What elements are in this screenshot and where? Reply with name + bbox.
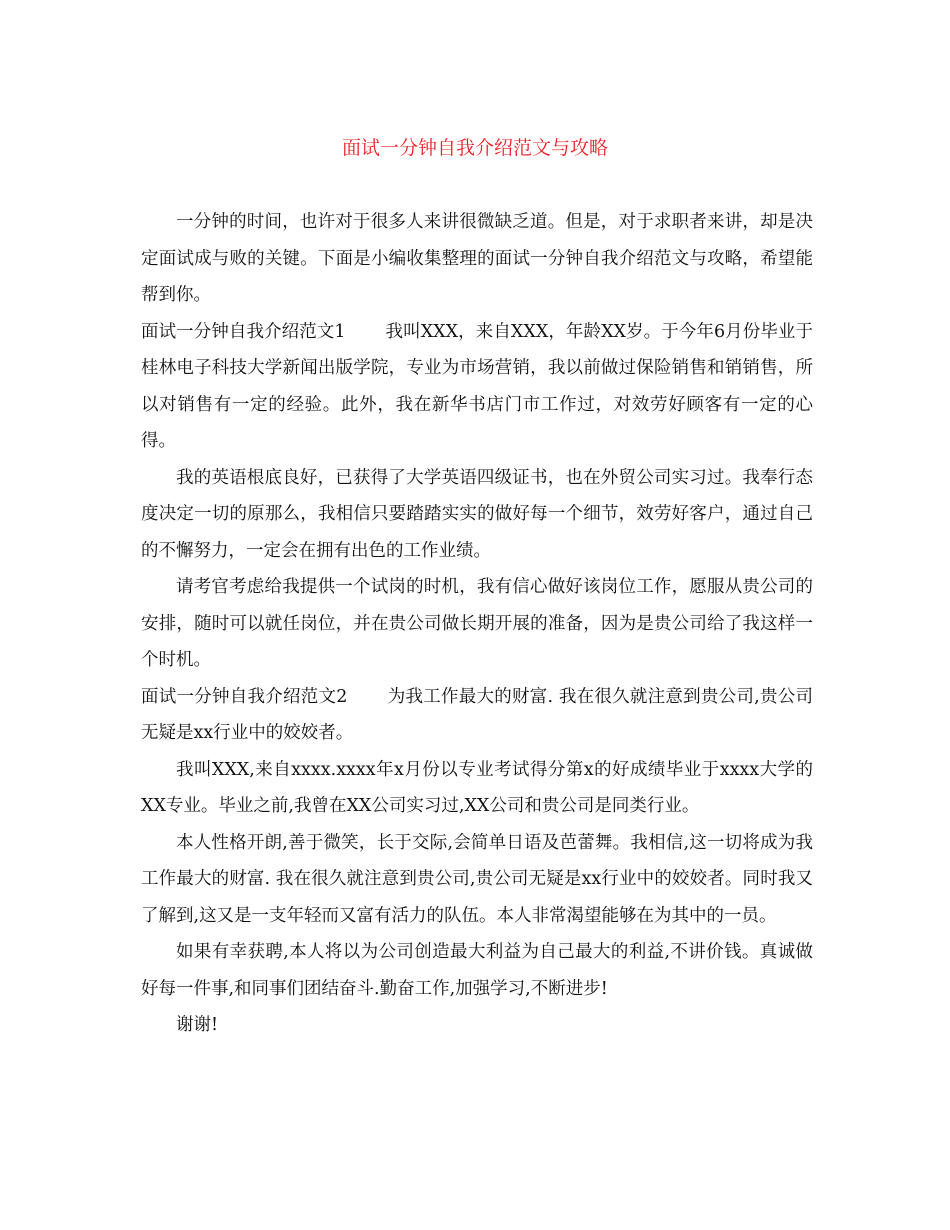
sample-2-paragraph [141,679,813,752]
sample-2-text: 为我工作最大的财富. 我在很久就注意到贵公司,贵公司无疑是xx行业中的姣姣者。 [141,686,813,743]
thanks-paragraph: 谢谢! [176,1015,219,1035]
intro-paragraph: 一分钟的时间，也许对于很多人来讲很微缺乏道。但是，对于求职者来讲，却是决定面试成与败的关键。下面是小编收集整理的面试一分钟自我介绍范文与攻略，希望能帮到你。 [141,212,813,305]
english-skills-paragraph: 我的英语根底良好，已获得了大学英语四级证书，也在外贸公司实习过。我奉行态度决定一切的原那么，我相信只要踏踏实实的做好每一个细节，效劳好客户，通过自己的不懈努力，一定会在拥有出色的工作业绩。 [141,467,813,561]
commitment-paragraph: 如果有幸获聘,本人将以为公司创造最大利益为自己最大的利益,不讲价钱。真诚做好每一件事,和同事们团结奋斗.勤奋工作,加强学习,不断进步! [141,942,813,999]
sample-2-heading: 面试一分钟自我介绍范文2 [141,686,348,707]
sample-1-paragraph [141,314,813,460]
document-body [141,204,813,1044]
sample-1-heading: 面试一分钟自我介绍范文1 [141,321,346,342]
document-title: 面试一分钟自我介绍范文与攻略 [341,137,608,159]
trial-request-paragraph: 请考官考虑给我提供一个试岗的时机，我有信心做好该岗位工作，愿服从贵公司的安排，随时可以就任岗位，并在贵公司做长期开展的准备，因为是贵公司给了我这样一个时机。 [141,577,813,670]
sample-1-text: 我叫XXX，来自XXX，年龄XX岁。于今年6月份毕业于桂林电子科技大学新闻出版学院，专业为市场营销，我以前做过保险销售和销销售，所以对销售有一定的经验。此外，我在新华书店门市工作过，对效劳好顾客有一定的心得。 [141,321,813,451]
personality-paragraph: 本人性格开朗,善于微笑，长于交际,会简单日语及芭蕾舞。我相信,这一切将成为我工作最大的财富. 我在很久就注意到贵公司,贵公司无疑是xx行业中的姣姣者。同时我又了解到,这又是一支年轻而又富有活力的队伍。本人非常渴望能够在为其中的一员。 [141,832,813,926]
background-paragraph: 我叫XXX,来自xxxx.xxxx年x月份以专业考试得分第x的好成绩毕业于xxxx大学的XX专业。毕业之前,我曾在XX公司实习过,XX公司和贵公司是同类行业。 [141,759,813,816]
